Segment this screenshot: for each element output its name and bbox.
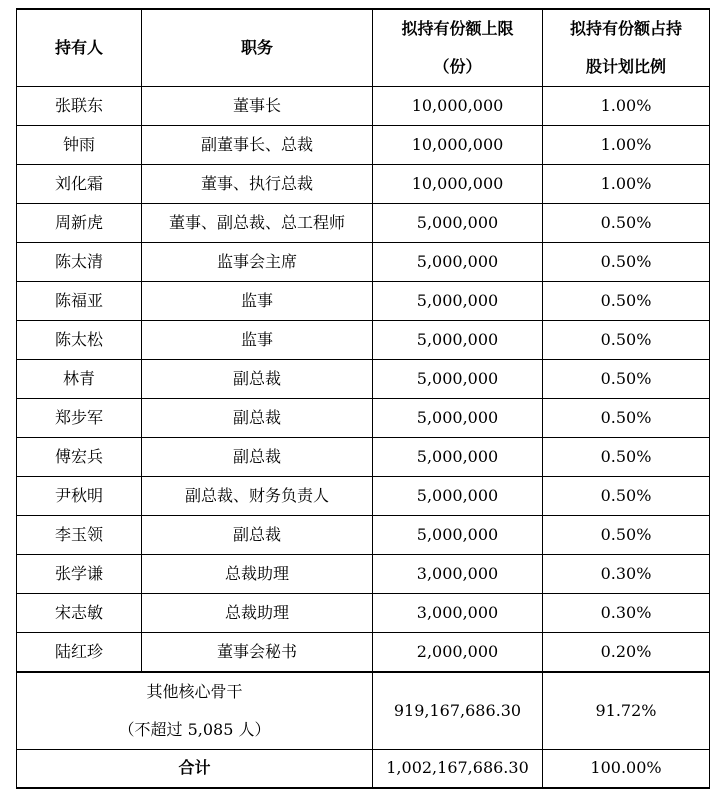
table-row	[17, 87, 710, 126]
ratio-cell: 0.50%	[543, 438, 710, 477]
holder-cell: 陈太松	[17, 321, 142, 360]
table-row	[17, 477, 710, 516]
holder-cell: 周新虎	[17, 204, 142, 243]
holder-cell: 陈福亚	[17, 282, 142, 321]
shares-cell: 5,000,000	[373, 477, 543, 516]
core-staff-label	[17, 672, 373, 750]
holder-cell: 钟雨	[17, 126, 142, 165]
shares-cell: 10,000,000	[373, 165, 543, 204]
ratio-cell: 0.20%	[543, 633, 710, 672]
holdings-table	[16, 8, 710, 789]
holder-cell: 张学谦	[17, 555, 142, 594]
position-cell: 董事会秘书	[142, 633, 373, 672]
shares-cell: 5,000,000	[373, 399, 543, 438]
table-row	[17, 243, 710, 282]
position-cell: 副总裁	[142, 399, 373, 438]
ratio-cell: 0.50%	[543, 204, 710, 243]
total-ratio: 100.00%	[543, 749, 710, 788]
position-cell: 董事、执行总裁	[142, 165, 373, 204]
shares-cell: 10,000,000	[373, 87, 543, 126]
core-staff-shares: 919,167,686.30	[373, 672, 543, 750]
holder-cell: 陆红珍	[17, 633, 142, 672]
shares-cell: 5,000,000	[373, 243, 543, 282]
holder-cell: 林青	[17, 360, 142, 399]
ratio-cell: 1.00%	[543, 87, 710, 126]
position-cell: 副董事长、总裁	[142, 126, 373, 165]
total-shares: 1,002,167,686.30	[373, 749, 543, 788]
table-row	[17, 282, 710, 321]
header-shares-limit	[373, 9, 543, 87]
ratio-cell: 0.50%	[543, 282, 710, 321]
header-position: 职务	[142, 9, 373, 87]
shares-cell: 5,000,000	[373, 282, 543, 321]
position-cell: 监事	[142, 282, 373, 321]
core-staff-label-line2: （不超过 5,085 人）	[118, 719, 271, 739]
header-shares-limit-line2: （份）	[433, 57, 482, 76]
header-ratio	[543, 9, 710, 87]
table-row	[17, 399, 710, 438]
ratio-cell: 0.50%	[543, 243, 710, 282]
position-cell: 董事、副总裁、总工程师	[142, 204, 373, 243]
ratio-cell: 0.30%	[543, 594, 710, 633]
ratio-cell: 0.50%	[543, 321, 710, 360]
table-header-row	[17, 9, 710, 87]
holder-cell: 刘化霜	[17, 165, 142, 204]
table-row	[17, 516, 710, 555]
shares-cell: 5,000,000	[373, 360, 543, 399]
table-row	[17, 633, 710, 672]
position-cell: 总裁助理	[142, 594, 373, 633]
header-ratio-line1: 拟持有份额占持	[569, 19, 682, 38]
core-staff-label-line1: 其他核心骨干	[146, 681, 243, 701]
table-row	[17, 204, 710, 243]
table-row	[17, 360, 710, 399]
position-cell: 副总裁	[142, 438, 373, 477]
position-cell: 董事长	[142, 87, 373, 126]
table-row	[17, 555, 710, 594]
position-cell: 副总裁	[142, 360, 373, 399]
ratio-cell: 1.00%	[543, 165, 710, 204]
holder-cell: 宋志敏	[17, 594, 142, 633]
ratio-cell: 0.30%	[543, 555, 710, 594]
position-cell: 监事	[142, 321, 373, 360]
position-cell: 副总裁、财务负责人	[142, 477, 373, 516]
shares-cell: 5,000,000	[373, 321, 543, 360]
ratio-cell: 0.50%	[543, 360, 710, 399]
table-row	[17, 438, 710, 477]
ratio-cell: 0.50%	[543, 399, 710, 438]
holder-cell: 尹秋明	[17, 477, 142, 516]
header-shares-limit-line1: 拟持有份额上限	[401, 19, 514, 38]
holder-cell: 陈太清	[17, 243, 142, 282]
holder-cell: 张联东	[17, 87, 142, 126]
core-staff-row	[17, 672, 710, 750]
shares-cell: 3,000,000	[373, 594, 543, 633]
holder-cell: 郑步军	[17, 399, 142, 438]
shares-cell: 3,000,000	[373, 555, 543, 594]
ratio-cell: 0.50%	[543, 516, 710, 555]
table-row	[17, 165, 710, 204]
ratio-cell: 0.50%	[543, 477, 710, 516]
table-row	[17, 126, 710, 165]
core-staff-ratio: 91.72%	[543, 672, 710, 750]
shares-cell: 5,000,000	[373, 516, 543, 555]
holder-cell: 李玉领	[17, 516, 142, 555]
position-cell: 监事会主席	[142, 243, 373, 282]
table-row	[17, 321, 710, 360]
header-ratio-line2: 股计划比例	[585, 57, 666, 76]
total-label: 合计	[17, 749, 373, 788]
ratio-cell: 1.00%	[543, 126, 710, 165]
shares-cell: 5,000,000	[373, 438, 543, 477]
total-row	[17, 749, 710, 788]
table-body	[17, 87, 710, 672]
position-cell: 副总裁	[142, 516, 373, 555]
header-holder: 持有人	[17, 9, 142, 87]
shares-cell: 10,000,000	[373, 126, 543, 165]
position-cell: 总裁助理	[142, 555, 373, 594]
holder-cell: 傅宏兵	[17, 438, 142, 477]
table-row	[17, 594, 710, 633]
shares-cell: 5,000,000	[373, 204, 543, 243]
shares-cell: 2,000,000	[373, 633, 543, 672]
